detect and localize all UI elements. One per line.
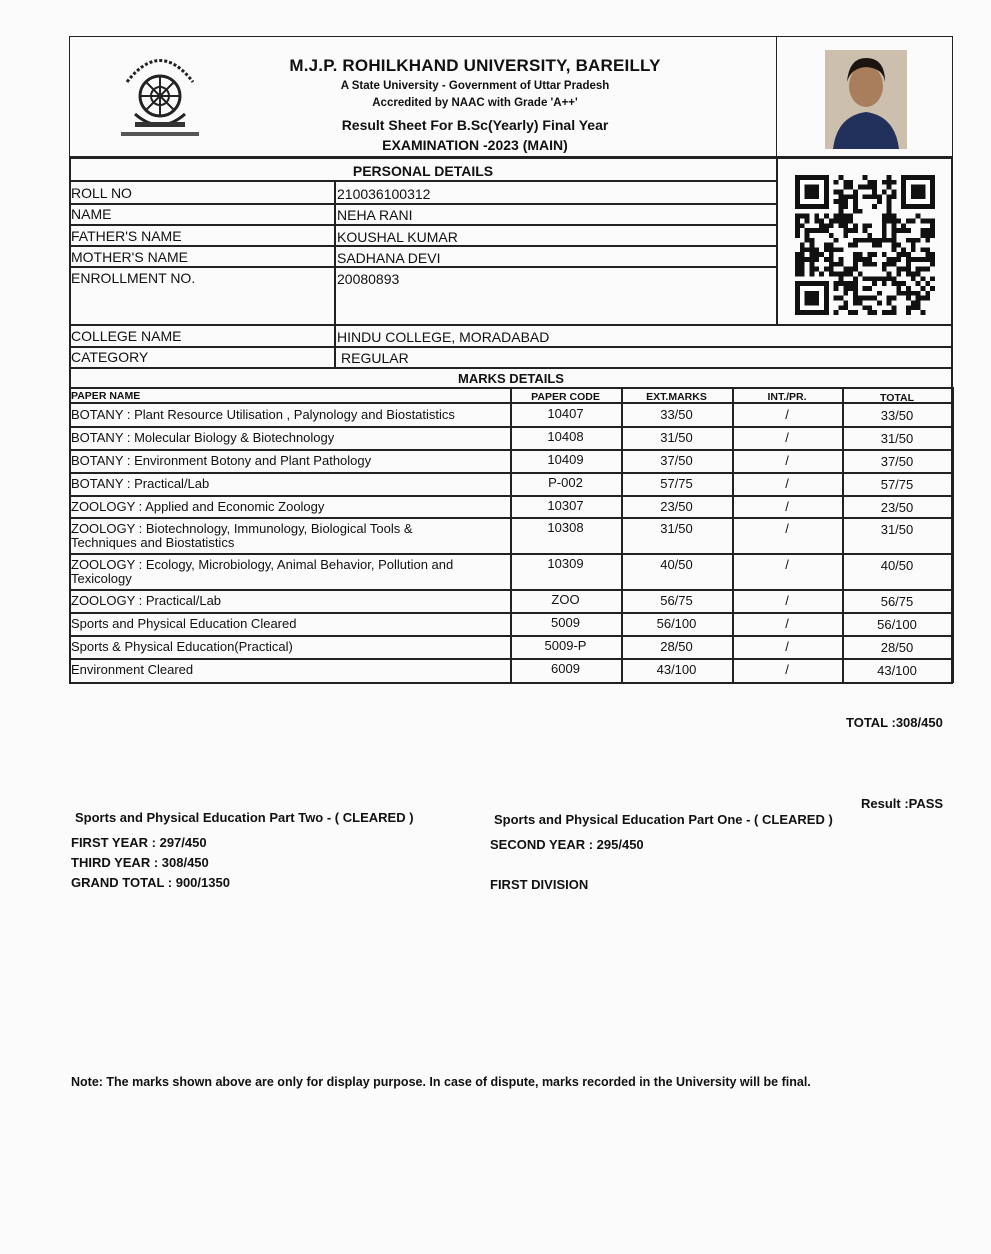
int-marks: / [785, 407, 789, 422]
paper-name: ZOOLOGY : Ecology, Microbiology, Animal Behavior, Pollution and [71, 557, 454, 572]
col-ext-marks: EXT.MARKS [646, 391, 707, 403]
category-value: REGULAR [341, 350, 409, 366]
accreditation: Accredited by NAAC with Grade 'A++' [372, 97, 578, 109]
enrollment-value: 20080893 [337, 271, 400, 287]
ext-marks: 37/50 [660, 453, 693, 468]
ext-marks: 57/75 [660, 476, 693, 491]
paper-code: 10309 [547, 556, 584, 571]
int-marks: / [785, 662, 789, 677]
total-marks-cell: 31/50 [880, 431, 914, 446]
int-marks: / [785, 453, 789, 468]
roll-value: 210036100312 [337, 186, 431, 202]
paper-name-cont: Techniques and Biostatistics [71, 535, 235, 550]
father-label: FATHER'S NAME [71, 228, 182, 244]
total-marks-cell: 33/50 [880, 408, 914, 423]
enrollment-label: ENROLLMENT NO. [71, 270, 196, 286]
name-label: NAME [71, 206, 112, 222]
total-marks: TOTAL :308/450 [846, 715, 943, 730]
paper-name: BOTANY : Molecular Biology & Biotechnology [71, 430, 335, 445]
total-marks-cell: 23/50 [880, 500, 914, 515]
paper-code: ZOO [551, 592, 580, 607]
college-label: COLLEGE NAME [71, 328, 182, 344]
disclaimer-note: Note: The marks shown above are only for display purpose. In case of dispute, marks recorded in the University will be final. [71, 1075, 811, 1089]
sheet-title: Result Sheet For B.Sc(Yearly) Final Year [341, 117, 609, 133]
ext-marks: 31/50 [660, 521, 693, 536]
paper-name: BOTANY : Practical/Lab [71, 476, 210, 491]
father-value: KOUSHAL KUMAR [337, 229, 458, 245]
second-year: SECOND YEAR : 295/450 [490, 837, 644, 852]
paper-code: 5009-P [544, 638, 587, 653]
int-marks: / [785, 430, 789, 445]
total-marks-cell: 37/50 [880, 454, 914, 469]
qr-code-icon [794, 175, 936, 315]
name-value: NEHA RANI [337, 207, 413, 223]
roll-label: ROLL NO [71, 185, 132, 201]
exam-title: EXAMINATION -2023 (MAIN) [382, 137, 568, 153]
paper-name: Sports and Physical Education Cleared [71, 616, 297, 631]
total-marks-cell: 43/100 [877, 663, 917, 678]
total-marks-cell: 56/75 [880, 594, 914, 609]
ext-marks: 56/75 [660, 593, 693, 608]
col-int-pr: INT./PR. [767, 391, 807, 403]
paper-name: Sports & Physical Education(Practical) [71, 639, 293, 654]
first-year: FIRST YEAR : 297/450 [71, 835, 207, 850]
sports-part-one: Sports and Physical Education Part One - ( CLEARED ) [494, 812, 833, 827]
mother-value: SADHANA DEVI [337, 250, 441, 266]
ext-marks: 23/50 [660, 499, 693, 514]
ext-marks: 56/100 [656, 616, 697, 631]
paper-code: 10407 [547, 406, 584, 421]
paper-code: P-002 [548, 475, 583, 490]
student-photo-icon [825, 50, 907, 149]
paper-name: ZOOLOGY : Biotechnology, Immunology, Biological Tools & [71, 521, 413, 536]
int-marks: / [785, 593, 789, 608]
marks-details-heading: MARKS DETAILS [458, 371, 564, 386]
int-marks: / [785, 639, 789, 654]
paper-code: 10307 [547, 498, 584, 513]
paper-code: 10409 [547, 452, 584, 467]
paper-name: Environment Cleared [71, 662, 194, 677]
division: FIRST DIVISION [490, 877, 589, 892]
paper-code: 5009 [551, 615, 580, 630]
university-status: A State University - Government of Uttar Pradesh [340, 80, 610, 92]
int-marks: / [785, 499, 789, 514]
university-name: M.J.P. ROHILKHAND UNIVERSITY, BAREILLY [289, 56, 661, 75]
col-paper-name: PAPER NAME [71, 390, 141, 402]
int-marks: / [785, 521, 789, 536]
paper-name: BOTANY : Plant Resource Utilisation , Palynology and Biostatistics [71, 407, 455, 422]
total-marks-cell: 40/50 [880, 558, 914, 573]
paper-name: BOTANY : Environment Botony and Plant Pathology [71, 453, 372, 468]
college-value: HINDU COLLEGE, MORADABAD [337, 329, 550, 345]
int-marks: / [785, 616, 789, 631]
result-status: Result :PASS [861, 796, 944, 811]
total-marks-cell: 28/50 [880, 640, 914, 655]
ext-marks: 31/50 [660, 430, 693, 445]
int-marks: / [785, 476, 789, 491]
ext-marks: 33/50 [660, 407, 693, 422]
paper-name-cont: Texicology [71, 571, 132, 586]
sports-part-two: Sports and Physical Education Part Two - ( CLEARED ) [75, 810, 414, 825]
ext-marks: 43/100 [656, 662, 697, 677]
col-total: TOTAL [879, 392, 915, 404]
grand-total: GRAND TOTAL : 900/1350 [71, 875, 230, 890]
paper-code: 10408 [547, 429, 584, 444]
col-paper-code: PAPER CODE [531, 391, 600, 403]
paper-name: ZOOLOGY : Applied and Economic Zoology [71, 499, 325, 514]
total-marks-cell: 31/50 [880, 522, 914, 537]
ext-marks: 40/50 [660, 557, 693, 572]
mother-label: MOTHER'S NAME [71, 249, 189, 265]
total-marks-cell: 56/100 [877, 617, 917, 632]
paper-code: 10308 [547, 520, 584, 535]
paper-code: 6009 [551, 661, 580, 676]
third-year: THIRD YEAR : 308/450 [71, 855, 209, 870]
total-marks-cell: 57/75 [880, 477, 914, 492]
ext-marks: 28/50 [660, 639, 693, 654]
category-label: CATEGORY [71, 349, 149, 365]
personal-details-heading: PERSONAL DETAILS [352, 163, 494, 179]
paper-name: ZOOLOGY : Practical/Lab [71, 593, 222, 608]
int-marks: / [785, 557, 789, 572]
